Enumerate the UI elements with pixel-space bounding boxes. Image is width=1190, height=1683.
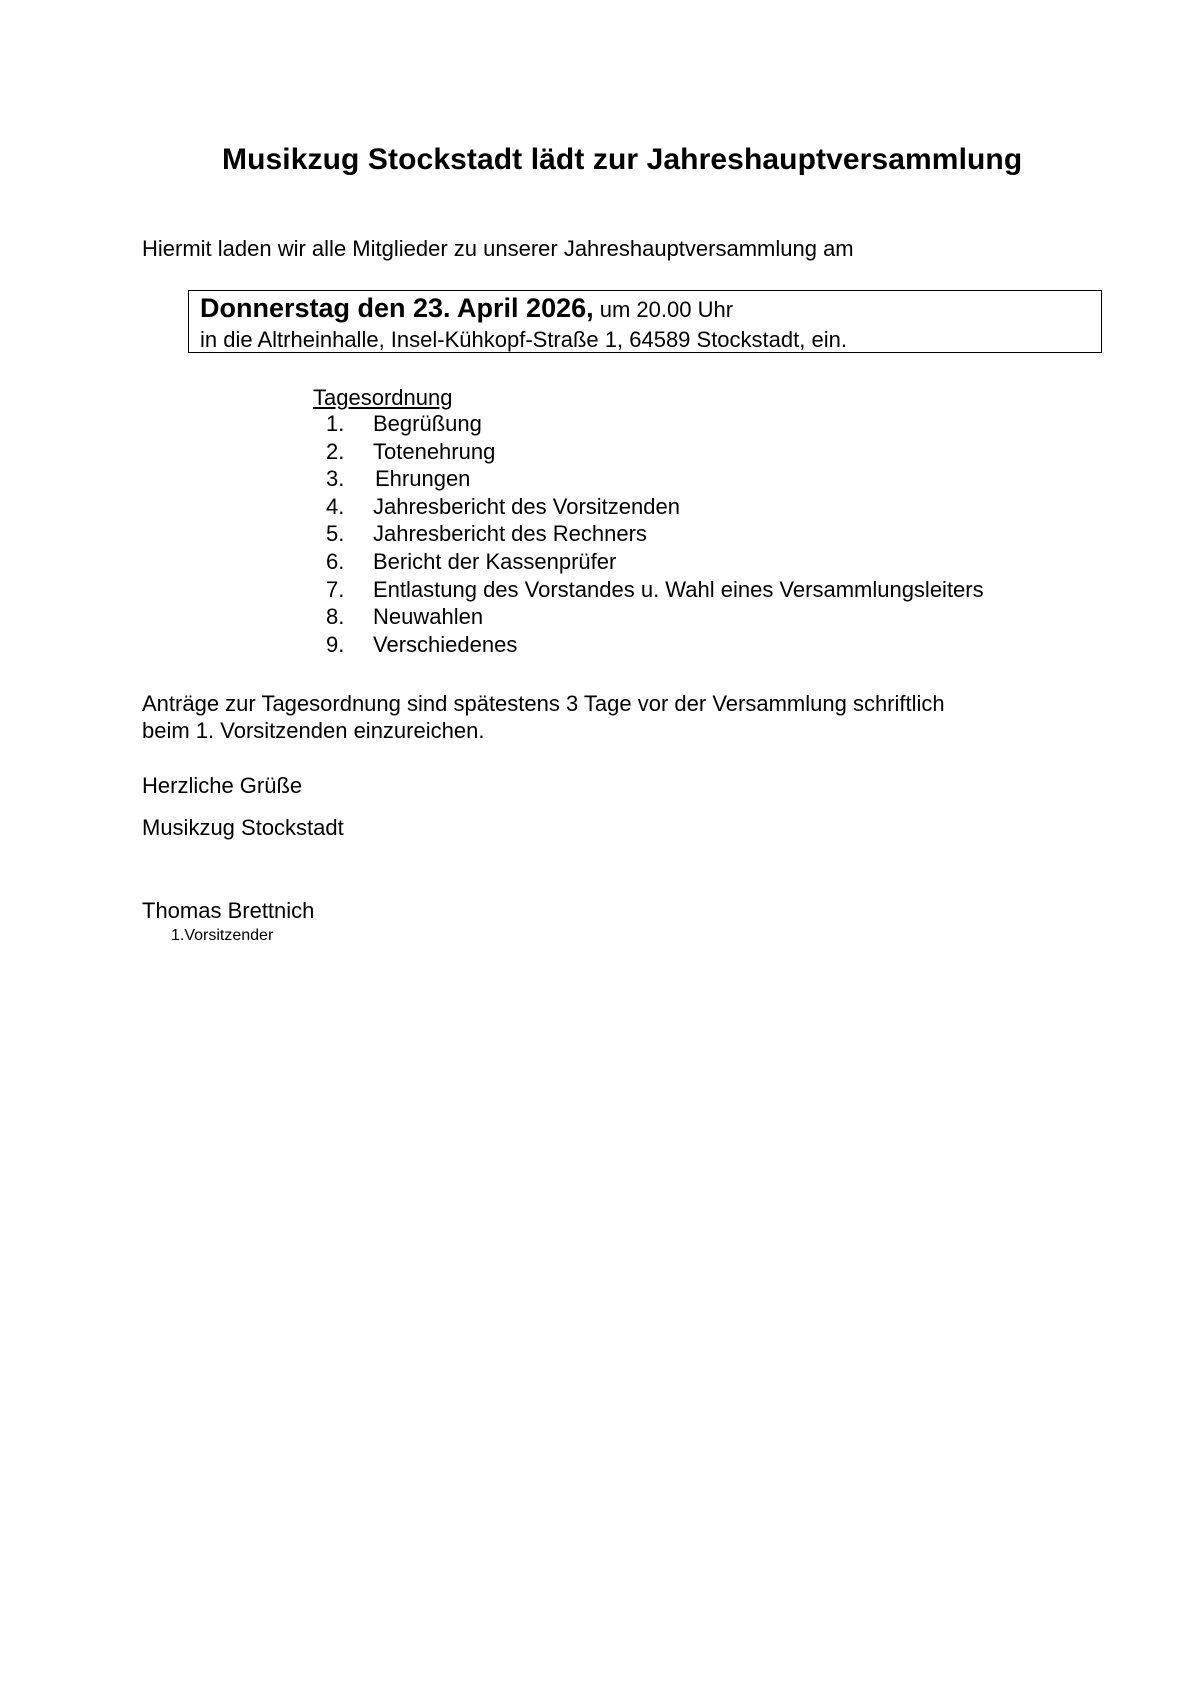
agenda-item-text: Neuwahlen xyxy=(373,604,484,630)
event-location: in die Altrheinhalle, Insel-Kühkopf-Straße 1, 64589 Stockstadt, ein. xyxy=(200,327,847,352)
agenda-item-number: 8. xyxy=(326,604,345,630)
agenda-item-number: 6. xyxy=(326,548,345,574)
agenda-item-number: 5. xyxy=(326,521,345,547)
agenda-item-text: Ehrungen xyxy=(375,466,471,492)
event-date: Donnerstag den 23. April 2026, xyxy=(200,293,594,323)
agenda-item-text: Bericht der Kassenprüfer xyxy=(373,548,617,574)
closing-greeting: Herzliche Grüße xyxy=(142,773,303,798)
agenda-item-text: Jahresbericht des Rechners xyxy=(373,521,647,547)
document-title: Musikzug Stockstadt lädt zur Jahreshauptversammlung xyxy=(222,143,1023,176)
submission-note-line-2: beim 1. Vorsitzenden einzureichen. xyxy=(142,718,485,743)
event-time: um 20.00 Uhr xyxy=(593,297,734,322)
intro-text: Hiermit laden wir alle Mitglieder zu unserer Jahreshauptversammlung am xyxy=(142,236,854,261)
organization-name: Musikzug Stockstadt xyxy=(142,815,344,840)
agenda-item-number: 4. xyxy=(326,493,345,519)
event-date-line xyxy=(200,293,733,324)
agenda-item-number: 9. xyxy=(326,631,345,657)
agenda-item-text: Totenehrung xyxy=(373,438,496,464)
event-details-box xyxy=(188,290,1102,353)
agenda-item-number: 3. xyxy=(326,466,345,492)
agenda-item-number: 2. xyxy=(326,438,345,464)
agenda-heading: Tagesordnung xyxy=(313,385,453,410)
submission-note xyxy=(142,690,945,744)
agenda-item-number: 1. xyxy=(326,411,345,436)
agenda-item-text: Verschiedenes xyxy=(373,631,518,657)
agenda-item-text: Jahresbericht des Vorsitzenden xyxy=(373,493,680,519)
agenda-item-text: Begrüßung xyxy=(373,411,482,436)
agenda-item-text: Entlastung des Vorstandes u. Wahl eines Versammlungsleiters xyxy=(373,576,984,602)
signer-role: 1.Vorsitzender xyxy=(171,927,274,944)
signer-name: Thomas Brettnich xyxy=(142,898,315,923)
agenda-item-number: 7. xyxy=(326,576,345,602)
submission-note-line-1: Anträge zur Tagesordnung sind spätestens 3 Tage vor der Versammlung schriftlich xyxy=(142,691,945,716)
